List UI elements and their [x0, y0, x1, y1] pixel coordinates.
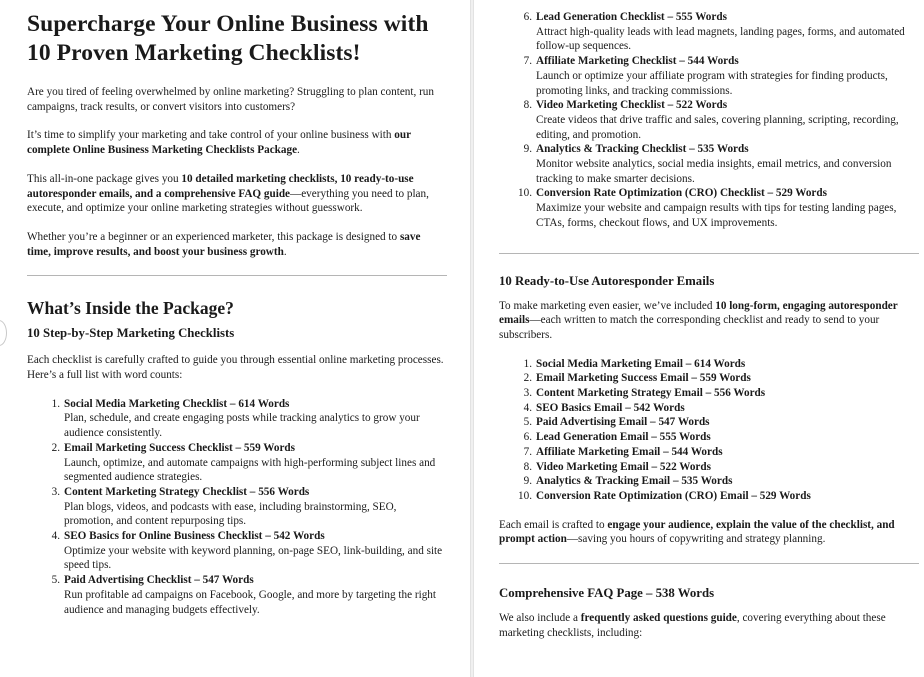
emails-heading: 10 Ready-to-Use Autoresponder Emails: [499, 273, 715, 288]
item-description: Plan, schedule, and create engaging posts while tracking analytics to grow your audience consistently.: [64, 412, 420, 440]
item-description: Create videos that drive traffic and sales, covering planning, scripting, recording, editing, and promotion.: [536, 113, 899, 141]
intro-paragraph-1: Are you tired of feeling overwhelmed by online marketing? Struggling to plan content, run campaigns, track results, or convert visitors into customers?: [27, 86, 434, 113]
item-number: 5.: [523, 416, 532, 429]
intro-p4-bold: save time, improve results, and boost your business growth: [27, 230, 421, 258]
list-item: [499, 415, 919, 430]
left-page-content: [27, 10, 447, 617]
intro-p2-end: .: [297, 144, 300, 157]
list-item: [27, 485, 447, 529]
list-item: [499, 10, 919, 54]
email-title: Lead Generation Email – 555 Words: [536, 431, 711, 444]
item-number: 1.: [523, 357, 532, 370]
item-number: 1.: [51, 397, 60, 410]
list-item: [499, 445, 919, 460]
emails-outro-end: —saving you hours of copywriting and strategy planning.: [566, 533, 826, 546]
item-number: 10.: [518, 187, 532, 200]
list-item: [27, 441, 447, 485]
item-number: 7.: [523, 55, 532, 68]
item-title: Social Media Marketing Checklist – 614 Words: [64, 397, 290, 410]
intro-p3-end: —everything you need to plan, execute, and optimize your online marketing strategies without guesswork.: [27, 187, 429, 215]
intro-p3-text: This all-in-one package gives you: [27, 172, 182, 185]
checklist-list: [27, 397, 447, 618]
section-divider: [27, 275, 447, 276]
faq-intro-end: , covering everything about these marketing checklists, including:: [499, 612, 886, 639]
list-item: [499, 54, 919, 98]
intro-p4-end: .: [283, 245, 287, 258]
item-title: Email Marketing Success Checklist – 559 Words: [64, 441, 296, 454]
item-description: Launch or optimize your affiliate program with strategies for finding products, promoting links, and tracking commissions.: [536, 69, 888, 97]
right-page: [474, 0, 924, 677]
page-title: Supercharge Your Online Business with 10 Proven Marketing Checklists!: [27, 11, 429, 66]
email-title: Conversion Rate Optimization (CRO) Email – 529 Words: [536, 489, 811, 502]
checklists-intro: Each checklist is carefully crafted to guide you through essential online marketing processes. Here’s a full list with word counts:: [27, 354, 444, 382]
email-title: Content Marketing Strategy Email – 556 Words: [536, 387, 766, 400]
item-title: Content Marketing Strategy Checklist – 556 Words: [64, 485, 310, 498]
list-item: [499, 386, 919, 401]
item-number: 4.: [523, 401, 532, 414]
item-number: 5.: [51, 574, 60, 587]
intro-paragraph-2: [27, 128, 447, 157]
intro-paragraph-3: [27, 172, 447, 216]
item-number: 9.: [523, 143, 532, 156]
item-title: Analytics & Tracking Checklist – 535 Words: [536, 143, 749, 156]
emails-intro-bold: 10 long-form, engaging autoresponder emails: [499, 299, 898, 327]
item-description: Maximize your website and campaign results with tips for testing landing pages, CTAs, forms, checkout flows, and UX improvements.: [536, 202, 897, 229]
list-item: [499, 371, 919, 386]
item-number: 8.: [523, 460, 532, 473]
item-number: 7.: [523, 445, 532, 458]
item-number: 3.: [51, 485, 60, 498]
emails-outro-text: Each email is crafted to: [499, 518, 608, 531]
item-title: Video Marketing Checklist – 522 Words: [536, 99, 728, 112]
item-title: SEO Basics for Online Business Checklist – 542 Words: [64, 530, 325, 543]
intro-p3-bold: 10 detailed marketing checklists, 10 ready-to-use autoresponder emails, and a comprehensive FAQ guide: [27, 172, 414, 200]
email-title: Analytics & Tracking Email – 535 Words: [536, 475, 733, 488]
item-description: Monitor website analytics, social media insights, email metrics, and conversion tracking to make smarter decisions.: [536, 158, 892, 185]
list-item: [499, 430, 919, 445]
item-number: 6.: [523, 11, 532, 23]
item-number: 2.: [51, 441, 60, 454]
intro-paragraph-4: [27, 230, 447, 259]
right-page-content: [499, 10, 919, 655]
item-title: Lead Generation Checklist – 555 Words: [536, 11, 727, 23]
item-number: 3.: [523, 387, 532, 400]
item-description: Optimize your website with keyword planning, on-page SEO, link-building, and site speed tips.: [64, 544, 443, 572]
email-title: Email Marketing Success Email – 559 Words: [536, 372, 751, 385]
list-item: [499, 98, 919, 142]
list-item: [499, 142, 919, 186]
list-item: [499, 489, 919, 504]
item-description: Run profitable ad campaigns on Facebook, Google, and more by targeting the right audience and managing budgets effectively.: [64, 588, 436, 616]
item-description: Plan blogs, videos, and podcasts with ease, including brainstorming, SEO, promotion, and content repurposing tips.: [64, 500, 397, 528]
list-item: [499, 401, 919, 416]
list-item: [27, 529, 447, 573]
item-number: 9.: [523, 475, 532, 488]
item-number: 2.: [523, 372, 532, 385]
list-item: [499, 460, 919, 475]
checklists-heading: 10 Step-by-Step Marketing Checklists: [27, 326, 235, 341]
item-number: 8.: [523, 99, 532, 112]
email-title: Social Media Marketing Email – 614 Words: [536, 357, 746, 370]
email-title: Paid Advertising Email – 547 Words: [536, 416, 710, 429]
emails-intro-end: —each written to match the corresponding checklist and ready to send to your subscribers.: [499, 314, 880, 341]
item-description: Attract high-quality leads with lead magnets, landing pages, forms, and automated follow-up sequences.: [536, 25, 905, 53]
list-item: [499, 357, 919, 372]
inside-heading: What’s Inside the Package?: [27, 298, 234, 319]
list-item: [499, 474, 919, 489]
intro-p4-text: Whether you’re a beginner or an experienced marketer, this package is designed to: [27, 230, 400, 243]
emails-outro: [499, 518, 919, 547]
item-description: Launch, optimize, and automate campaigns with high-performing subject lines and segmented audience strategies.: [64, 456, 436, 484]
faq-intro: [499, 611, 919, 640]
intro-p2-text: It’s time to simplify your marketing and take control of your online business with: [27, 129, 395, 142]
email-list: [499, 357, 919, 504]
emails-intro-text: To make marketing even easier, we’ve included: [499, 299, 716, 312]
item-number: 6.: [523, 431, 532, 444]
list-item: [27, 573, 447, 617]
emails-outro-bold: engage your audience, explain the value of the checklist, and prompt action: [499, 518, 895, 546]
faq-heading: Comprehensive FAQ Page – 538 Words: [499, 586, 715, 601]
item-title: Conversion Rate Optimization (CRO) Checklist – 529 Words: [536, 187, 827, 200]
list-item: [499, 186, 919, 230]
list-item: [27, 397, 447, 441]
faq-intro-bold: frequently asked questions guide: [580, 612, 737, 625]
intro-p2-bold: our complete Online Business Marketing Checklists Package: [27, 129, 411, 157]
item-title: Affiliate Marketing Checklist – 544 Words: [536, 55, 739, 68]
email-title: Video Marketing Email – 522 Words: [536, 460, 711, 473]
margin-marker: [0, 320, 7, 346]
item-title: Paid Advertising Checklist – 547 Words: [64, 574, 254, 587]
section-divider: [499, 563, 919, 564]
item-number: 4.: [51, 530, 60, 543]
section-divider: [499, 253, 919, 254]
checklist-list-continued: [499, 10, 919, 231]
email-title: SEO Basics Email – 542 Words: [536, 401, 685, 414]
item-number: 10.: [518, 489, 532, 502]
emails-intro: [499, 299, 919, 343]
faq-intro-text: We also include a: [499, 612, 581, 625]
email-title: Affiliate Marketing Email – 544 Words: [536, 445, 723, 458]
